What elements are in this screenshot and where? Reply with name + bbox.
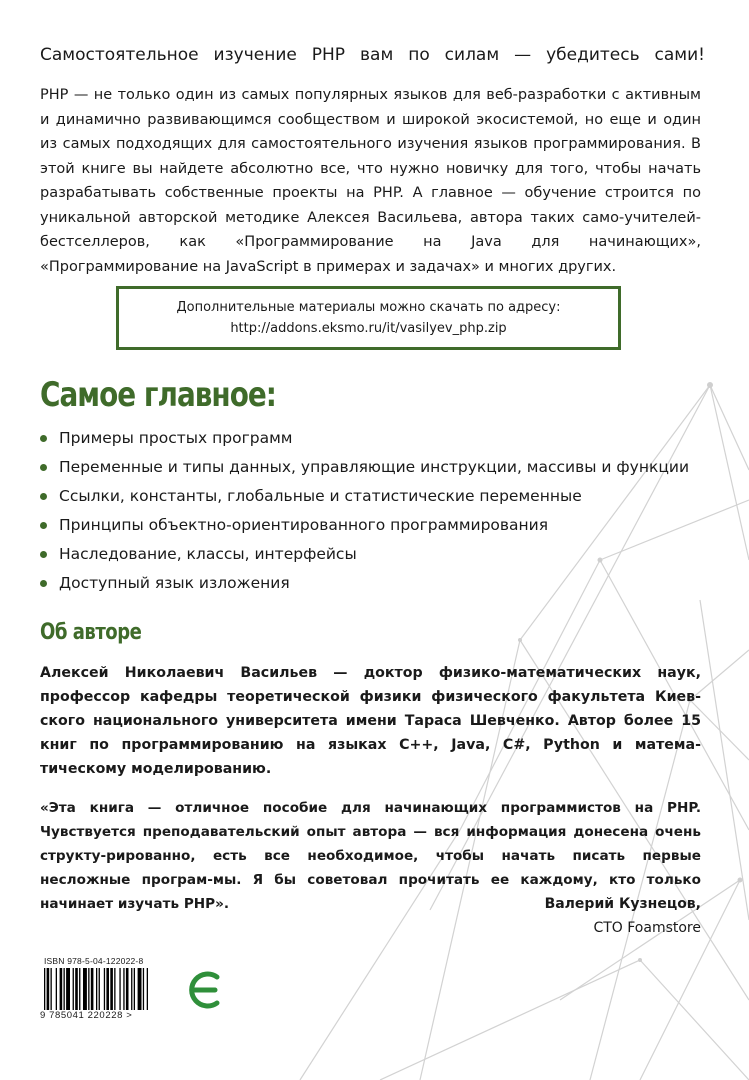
- about-author-title: Об авторе: [40, 620, 142, 645]
- eksmo-logo-icon: [179, 955, 231, 1025]
- bullet-icon: [40, 580, 47, 587]
- list-item: [40, 453, 740, 482]
- download-box: [116, 286, 621, 350]
- list-item: [40, 540, 740, 569]
- bullet-icon: [40, 522, 47, 529]
- quote-author-title: CTO Foamstore: [593, 920, 701, 936]
- barcode-box: [40, 955, 172, 1025]
- about-author-text: Алексей Николаевич Васильев — доктор физико-математических наук, профессор кафедры теоретической физики физического факультета Киев-ского национального университета имени Тараса Шевченко. Автор более 15 книг по программированию на языках C++, Java, C#, Python и матема-тическому моделированию.: [40, 665, 701, 777]
- list-item: [40, 482, 740, 511]
- list-item: [40, 424, 740, 453]
- bullet-icon: [40, 493, 47, 500]
- quote-author: [545, 892, 701, 940]
- feature-label: Принципы объектно-ориентированного программирования: [59, 516, 549, 534]
- headline: Самостоятельное изучение PHP вам по силам — убедитесь сами!: [40, 45, 705, 65]
- feature-label: Наследование, классы, интерфейсы: [59, 545, 357, 563]
- download-url[interactable]: http://addons.eksmo.ru/it/vasilyev_php.zip: [230, 321, 507, 336]
- review-quote: «Эта книга — отличное пособие для начинающих программистов на PHP. Чувствуется преподавательский опыт автора — вся информация донесена очень структу-рированно, есть все необходимое, чтобы начать писать первые несложные програм-мы. Я бы советовал прочитать ее каждому, кто только начинает изучать PHP».: [40, 800, 701, 912]
- quote-author-name: Валерий Кузнецов,: [544, 896, 701, 912]
- feature-label: Примеры простых программ: [59, 429, 293, 447]
- bullet-icon: [40, 464, 47, 471]
- bullet-icon: [40, 435, 47, 442]
- barcode-digits: 9 785041 220228 >: [40, 1010, 133, 1021]
- list-item: [40, 569, 740, 598]
- list-item: [40, 511, 740, 540]
- main-features-title: Самое главное:: [40, 375, 276, 415]
- feature-label: Ссылки, константы, глобальные и статистические переменные: [59, 487, 582, 505]
- isbn-text: ISBN 978-5-04-122022-8: [44, 956, 144, 966]
- download-text: Дополнительные материалы можно скачать по адресу:: [176, 300, 561, 315]
- intro-paragraph: PHP — не только один из самых популярных языков для веб-разработки с активным и динамично развивающимся сообществом и широкой экосистемой, но еще и один из самых подходящих для самостоятельного изучения языков программирования. В этой книге вы найдете абсолютно все, что нужно новичку для того, чтобы начать разрабатывать собственные проекты на PHP. А главное — обучение строится по уникальной авторской методике Алексея Васильева, автора таких само-учителей-бестселлеров, как «Программирование на Java для начинающих», «Программирование на JavaScript в примерах и задачах» и многих других.: [40, 87, 701, 275]
- feature-label: Доступный язык изложения: [59, 574, 290, 592]
- bullet-icon: [40, 551, 47, 558]
- features-list: [40, 424, 740, 598]
- barcode-icon: [44, 968, 168, 1010]
- feature-label: Переменные и типы данных, управляющие инструкции, массивы и функции: [59, 458, 690, 476]
